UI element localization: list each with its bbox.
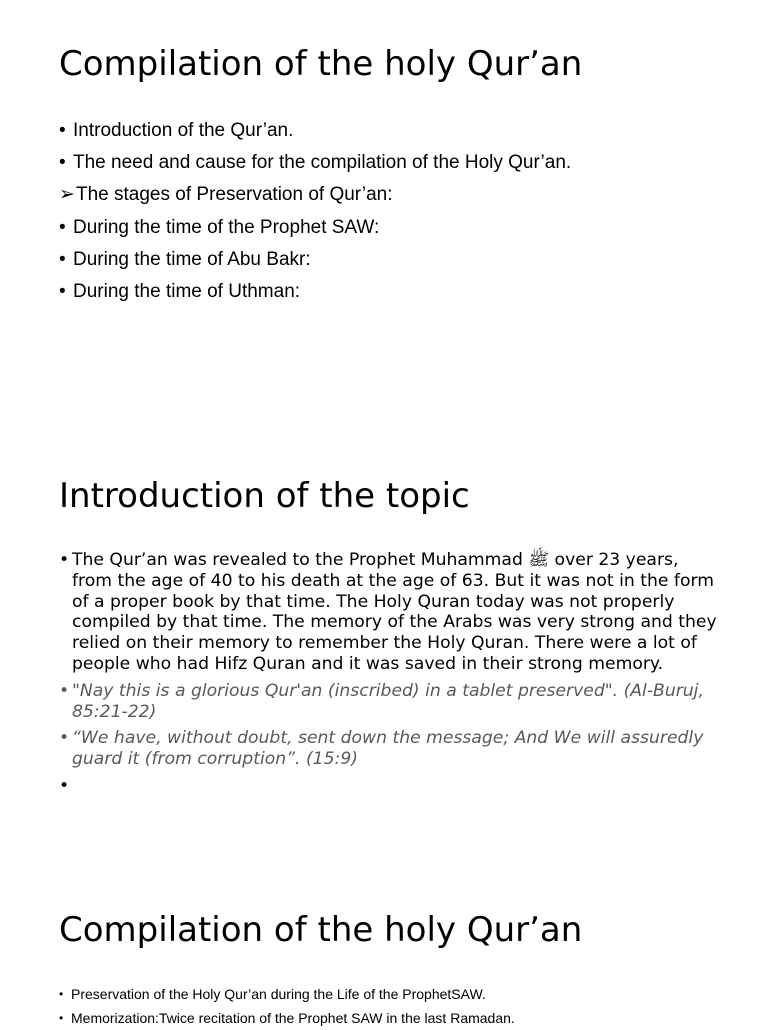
bullet-marker: • bbox=[59, 728, 70, 749]
bullet-text: The stages of Preservation of Qur’an: bbox=[76, 184, 393, 206]
list-item bbox=[59, 982, 749, 1006]
bullet-marker: • bbox=[59, 987, 64, 1001]
bullet-marker: • bbox=[59, 1011, 64, 1025]
slide-title: Introduction of the topic bbox=[59, 476, 470, 516]
bullet-list bbox=[59, 550, 719, 797]
bullet-marker: • bbox=[59, 281, 66, 303]
list-item bbox=[59, 550, 719, 675]
bullet-marker: • bbox=[59, 152, 66, 174]
bullet-marker: • bbox=[59, 680, 70, 701]
bullet-text: Preservation of the Holy Qur’an during the Life of the ProphetSAW. bbox=[71, 986, 486, 1002]
slide-title: Compilation of the holy Qur’an bbox=[59, 910, 583, 950]
slide-title: Compilation of the holy Qur’an bbox=[59, 44, 583, 84]
bullet-text: The Qur’an was revealed to the Prophet Muhammad ﷺ over 23 years, from the age of 40 to his death at the age of 63. But it was not in the form of a proper book by that time. The Holy Quran today was not properly compiled by that time. The memory of the Arabs was very strong and they relied on their memory to remember the Holy Quran. There were a lot of people who had Hifz Quran and it was saved in their strong memory. bbox=[72, 550, 717, 674]
bullet-text: The need and cause for the compilation of the Holy Qur’an. bbox=[73, 152, 572, 174]
bullet-text: During the time of Abu Bakr: bbox=[73, 248, 311, 270]
list-item bbox=[59, 728, 719, 770]
bullet-text: Memorization:Twice recitation of the Prophet SAW in the last Ramadan. bbox=[71, 1010, 515, 1026]
list-item bbox=[59, 1006, 749, 1030]
bullet-text: Introduction of the Qur’an. bbox=[73, 120, 294, 141]
bullet-marker: • bbox=[59, 248, 66, 270]
arrow-bullet-icon: ➢ bbox=[59, 184, 75, 206]
bullet-marker: • bbox=[59, 216, 66, 238]
list-item bbox=[59, 776, 719, 797]
quote-text: “We have, without doubt, sent down the message; And We will assuredly guard it (from corruption”. (15:9) bbox=[72, 728, 704, 770]
bullet-marker: • bbox=[59, 120, 66, 141]
bullet-list bbox=[59, 982, 749, 1030]
list-item bbox=[59, 681, 719, 723]
bullet-marker: • bbox=[59, 775, 70, 796]
bullet-text: During the time of the Prophet SAW: bbox=[73, 216, 380, 238]
quote-text: "Nay this is a glorious Qur'an (inscribed) in a tablet preserved". (Al-Buruj, 85:21-22) bbox=[72, 680, 704, 722]
bullet-text: During the time of Uthman: bbox=[73, 281, 301, 303]
bullet-marker: • bbox=[59, 550, 70, 570]
